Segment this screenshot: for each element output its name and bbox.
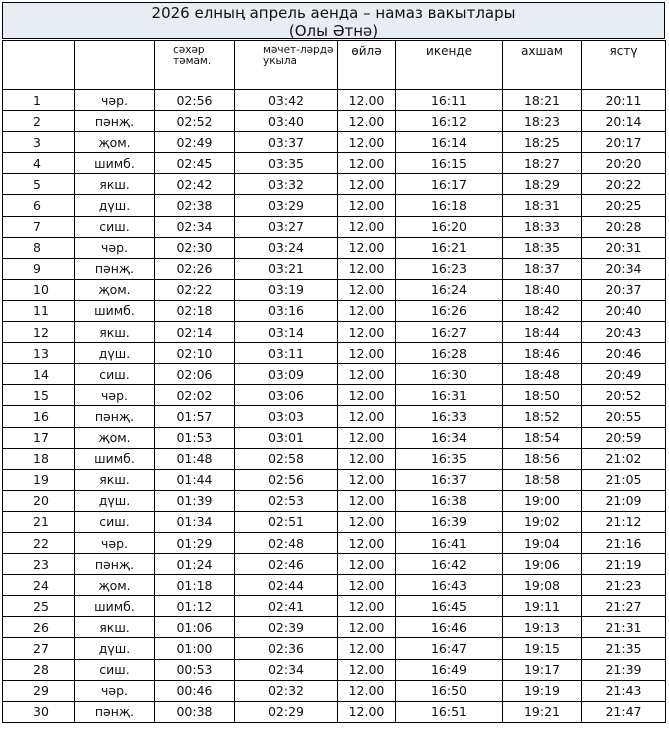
cell-maghrib: 18:35 [503, 237, 582, 258]
cell-isha: 20:28 [582, 216, 666, 237]
cell-mosque-reading: 03:21 [235, 258, 338, 279]
cell-suhoor-end: 01:06 [155, 617, 235, 638]
cell-weekday: шимб. [75, 448, 155, 469]
cell-day-number: 9 [3, 258, 75, 279]
cell-maghrib: 18:54 [503, 427, 582, 448]
cell-day-number: 21 [3, 511, 75, 532]
cell-weekday: чәр. [75, 385, 155, 406]
cell-dhuhr: 12.00 [338, 111, 396, 132]
cell-mosque-reading: 02:58 [235, 448, 338, 469]
cell-day-number: 6 [3, 195, 75, 216]
cell-mosque-reading: 03:19 [235, 279, 338, 300]
cell-mosque-reading: 03:16 [235, 300, 338, 321]
cell-maghrib: 18:46 [503, 343, 582, 364]
cell-suhoor-end: 01:39 [155, 490, 235, 511]
table-row [3, 554, 666, 575]
cell-mosque-reading: 03:27 [235, 216, 338, 237]
cell-dhuhr: 12.00 [338, 406, 396, 427]
cell-asr: 16:51 [396, 701, 503, 722]
cell-isha: 20:52 [582, 385, 666, 406]
cell-maghrib: 18:48 [503, 364, 582, 385]
cell-maghrib: 18:27 [503, 153, 582, 174]
cell-isha: 21:31 [582, 617, 666, 638]
cell-dhuhr: 12.00 [338, 174, 396, 195]
cell-dhuhr: 12.00 [338, 638, 396, 659]
cell-asr: 16:35 [396, 448, 503, 469]
cell-maghrib: 18:42 [503, 300, 582, 321]
cell-suhoor-end: 01:48 [155, 448, 235, 469]
table-row [3, 300, 666, 321]
cell-maghrib: 18:25 [503, 132, 582, 153]
cell-dhuhr: 12.00 [338, 659, 396, 680]
cell-mosque-reading: 02:39 [235, 617, 338, 638]
cell-suhoor-end: 00:38 [155, 701, 235, 722]
cell-suhoor-end: 02:22 [155, 279, 235, 300]
cell-mosque-reading: 02:56 [235, 469, 338, 490]
cell-suhoor-end: 02:42 [155, 174, 235, 195]
table-row [3, 195, 666, 216]
cell-weekday: пәнҗ. [75, 111, 155, 132]
cell-dhuhr: 12.00 [338, 153, 396, 174]
cell-isha: 20:49 [582, 364, 666, 385]
cell-maghrib: 18:21 [503, 90, 582, 111]
cell-dhuhr: 12.00 [338, 195, 396, 216]
cell-dhuhr: 12.00 [338, 300, 396, 321]
cell-maghrib: 18:52 [503, 406, 582, 427]
cell-suhoor-end: 02:18 [155, 300, 235, 321]
header-asr: икенде [396, 41, 503, 90]
cell-day-number: 12 [3, 322, 75, 343]
cell-isha: 21:12 [582, 511, 666, 532]
cell-isha: 20:46 [582, 343, 666, 364]
cell-maghrib: 19:13 [503, 617, 582, 638]
cell-day-number: 15 [3, 385, 75, 406]
cell-dhuhr: 12.00 [338, 132, 396, 153]
cell-isha: 21:43 [582, 680, 666, 701]
cell-day-number: 27 [3, 638, 75, 659]
cell-day-number: 23 [3, 554, 75, 575]
cell-weekday: дүш. [75, 343, 155, 364]
cell-suhoor-end: 02:06 [155, 364, 235, 385]
cell-mosque-reading: 02:51 [235, 511, 338, 532]
cell-mosque-reading: 02:32 [235, 680, 338, 701]
table-row [3, 132, 666, 153]
cell-isha: 20:40 [582, 300, 666, 321]
cell-asr: 16:42 [396, 554, 503, 575]
cell-mosque-reading: 02:29 [235, 701, 338, 722]
cell-asr: 16:38 [396, 490, 503, 511]
cell-maghrib: 18:33 [503, 216, 582, 237]
cell-dhuhr: 12.00 [338, 427, 396, 448]
cell-isha: 21:02 [582, 448, 666, 469]
cell-dhuhr: 12.00 [338, 343, 396, 364]
table-row [3, 406, 666, 427]
cell-asr: 16:21 [396, 237, 503, 258]
cell-mosque-reading: 02:48 [235, 532, 338, 553]
cell-dhuhr: 12.00 [338, 554, 396, 575]
cell-day-number: 4 [3, 153, 75, 174]
cell-asr: 16:39 [396, 511, 503, 532]
cell-asr: 16:14 [396, 132, 503, 153]
cell-isha: 20:11 [582, 90, 666, 111]
cell-weekday: сиш. [75, 659, 155, 680]
cell-dhuhr: 12.00 [338, 701, 396, 722]
cell-day-number: 13 [3, 343, 75, 364]
cell-asr: 16:23 [396, 258, 503, 279]
table-row [3, 680, 666, 701]
table-row [3, 638, 666, 659]
cell-mosque-reading: 03:14 [235, 322, 338, 343]
cell-day-number: 10 [3, 279, 75, 300]
table-row [3, 532, 666, 553]
cell-suhoor-end: 01:24 [155, 554, 235, 575]
cell-isha: 20:34 [582, 258, 666, 279]
table-row [3, 343, 666, 364]
cell-day-number: 1 [3, 90, 75, 111]
cell-suhoor-end: 01:34 [155, 511, 235, 532]
cell-day-number: 24 [3, 575, 75, 596]
cell-isha: 20:31 [582, 237, 666, 258]
cell-suhoor-end: 01:53 [155, 427, 235, 448]
table-row [3, 216, 666, 237]
table-row [3, 364, 666, 385]
cell-day-number: 19 [3, 469, 75, 490]
prayer-times-sheet [2, 2, 665, 723]
table-row [3, 237, 666, 258]
table-row [3, 617, 666, 638]
cell-suhoor-end: 02:49 [155, 132, 235, 153]
cell-maghrib: 19:21 [503, 701, 582, 722]
cell-weekday: якш. [75, 322, 155, 343]
cell-mosque-reading: 03:35 [235, 153, 338, 174]
cell-maghrib: 18:40 [503, 279, 582, 300]
cell-mosque-reading: 02:46 [235, 554, 338, 575]
table-row [3, 153, 666, 174]
cell-dhuhr: 12.00 [338, 617, 396, 638]
cell-suhoor-end: 02:56 [155, 90, 235, 111]
cell-dhuhr: 12.00 [338, 575, 396, 596]
cell-weekday: пәнҗ. [75, 701, 155, 722]
cell-asr: 16:17 [396, 174, 503, 195]
cell-weekday: шимб. [75, 153, 155, 174]
cell-day-number: 11 [3, 300, 75, 321]
cell-weekday: чәр. [75, 237, 155, 258]
cell-maghrib: 19:15 [503, 638, 582, 659]
cell-maghrib: 19:06 [503, 554, 582, 575]
cell-dhuhr: 12.00 [338, 364, 396, 385]
cell-asr: 16:18 [396, 195, 503, 216]
cell-maghrib: 18:37 [503, 258, 582, 279]
cell-asr: 16:47 [396, 638, 503, 659]
cell-mosque-reading: 02:36 [235, 638, 338, 659]
cell-asr: 16:26 [396, 300, 503, 321]
cell-day-number: 7 [3, 216, 75, 237]
page-title: 2026 елның апрель аенда – намаз вакытлары [151, 4, 516, 22]
cell-weekday: дүш. [75, 490, 155, 511]
cell-suhoor-end: 01:00 [155, 638, 235, 659]
cell-mosque-reading: 03:42 [235, 90, 338, 111]
cell-weekday: чәр. [75, 90, 155, 111]
cell-isha: 20:59 [582, 427, 666, 448]
cell-suhoor-end: 00:46 [155, 680, 235, 701]
cell-mosque-reading: 03:29 [235, 195, 338, 216]
cell-mosque-reading: 02:44 [235, 575, 338, 596]
cell-weekday: җом. [75, 132, 155, 153]
cell-asr: 16:27 [396, 322, 503, 343]
cell-mosque-reading: 03:09 [235, 364, 338, 385]
cell-suhoor-end: 02:30 [155, 237, 235, 258]
header-day-number [3, 41, 75, 90]
cell-maghrib: 19:00 [503, 490, 582, 511]
cell-maghrib: 19:04 [503, 532, 582, 553]
table-row [3, 427, 666, 448]
table-row [3, 490, 666, 511]
cell-suhoor-end: 01:57 [155, 406, 235, 427]
cell-dhuhr: 12.00 [338, 448, 396, 469]
cell-mosque-reading: 02:41 [235, 596, 338, 617]
cell-day-number: 17 [3, 427, 75, 448]
header-weekday [75, 41, 155, 90]
table-row [3, 111, 666, 132]
cell-day-number: 16 [3, 406, 75, 427]
cell-suhoor-end: 02:38 [155, 195, 235, 216]
cell-mosque-reading: 03:03 [235, 406, 338, 427]
cell-day-number: 20 [3, 490, 75, 511]
cell-suhoor-end: 02:26 [155, 258, 235, 279]
cell-mosque-reading: 03:32 [235, 174, 338, 195]
cell-maghrib: 18:58 [503, 469, 582, 490]
cell-day-number: 26 [3, 617, 75, 638]
cell-weekday: сиш. [75, 216, 155, 237]
cell-isha: 21:47 [582, 701, 666, 722]
prayer-times-table [2, 40, 666, 723]
cell-weekday: пәнҗ. [75, 258, 155, 279]
cell-mosque-reading: 02:53 [235, 490, 338, 511]
cell-asr: 16:34 [396, 427, 503, 448]
cell-suhoor-end: 02:34 [155, 216, 235, 237]
cell-suhoor-end: 01:18 [155, 575, 235, 596]
cell-isha: 20:14 [582, 111, 666, 132]
cell-weekday: пәнҗ. [75, 406, 155, 427]
cell-weekday: җом. [75, 575, 155, 596]
cell-weekday: дүш. [75, 638, 155, 659]
cell-asr: 16:43 [396, 575, 503, 596]
cell-suhoor-end: 00:53 [155, 659, 235, 680]
cell-asr: 16:11 [396, 90, 503, 111]
table-row [3, 90, 666, 111]
cell-isha: 21:16 [582, 532, 666, 553]
page-subtitle: (Олы Әтнә) [288, 22, 379, 40]
cell-maghrib: 19:17 [503, 659, 582, 680]
cell-suhoor-end: 02:02 [155, 385, 235, 406]
cell-suhoor-end: 01:29 [155, 532, 235, 553]
cell-weekday: шимб. [75, 300, 155, 321]
title-box [2, 2, 665, 39]
cell-suhoor-end: 01:12 [155, 596, 235, 617]
cell-weekday: чәр. [75, 680, 155, 701]
cell-day-number: 5 [3, 174, 75, 195]
cell-maghrib: 19:02 [503, 511, 582, 532]
cell-suhoor-end: 02:52 [155, 111, 235, 132]
cell-isha: 20:20 [582, 153, 666, 174]
cell-dhuhr: 12.00 [338, 237, 396, 258]
cell-isha: 20:25 [582, 195, 666, 216]
cell-isha: 21:39 [582, 659, 666, 680]
cell-mosque-reading: 03:06 [235, 385, 338, 406]
cell-asr: 16:33 [396, 406, 503, 427]
cell-asr: 16:15 [396, 153, 503, 174]
cell-mosque-reading: 03:40 [235, 111, 338, 132]
cell-isha: 20:17 [582, 132, 666, 153]
cell-weekday: дүш. [75, 195, 155, 216]
cell-asr: 16:12 [396, 111, 503, 132]
cell-maghrib: 19:11 [503, 596, 582, 617]
cell-asr: 16:49 [396, 659, 503, 680]
cell-asr: 16:31 [396, 385, 503, 406]
cell-mosque-reading: 03:01 [235, 427, 338, 448]
cell-isha: 20:22 [582, 174, 666, 195]
cell-isha: 20:37 [582, 279, 666, 300]
cell-maghrib: 18:29 [503, 174, 582, 195]
cell-maghrib: 18:56 [503, 448, 582, 469]
cell-dhuhr: 12.00 [338, 469, 396, 490]
cell-weekday: чәр. [75, 532, 155, 553]
cell-isha: 20:55 [582, 406, 666, 427]
cell-asr: 16:20 [396, 216, 503, 237]
cell-suhoor-end: 02:14 [155, 322, 235, 343]
cell-day-number: 14 [3, 364, 75, 385]
cell-maghrib: 18:50 [503, 385, 582, 406]
cell-dhuhr: 12.00 [338, 680, 396, 701]
cell-dhuhr: 12.00 [338, 216, 396, 237]
table-row [3, 385, 666, 406]
cell-weekday: якш. [75, 469, 155, 490]
table-row [3, 322, 666, 343]
table-row [3, 258, 666, 279]
cell-isha: 21:27 [582, 596, 666, 617]
cell-isha: 21:09 [582, 490, 666, 511]
cell-day-number: 25 [3, 596, 75, 617]
table-row [3, 575, 666, 596]
header-dhuhr: өйлә [338, 41, 396, 90]
cell-asr: 16:37 [396, 469, 503, 490]
cell-asr: 16:24 [396, 279, 503, 300]
cell-mosque-reading: 03:24 [235, 237, 338, 258]
table-row [3, 174, 666, 195]
cell-weekday: якш. [75, 617, 155, 638]
cell-dhuhr: 12.00 [338, 279, 396, 300]
table-row [3, 701, 666, 722]
cell-dhuhr: 12.00 [338, 90, 396, 111]
header-maghrib: ахшам [503, 41, 582, 90]
table-row [3, 469, 666, 490]
cell-mosque-reading: 02:34 [235, 659, 338, 680]
cell-day-number: 30 [3, 701, 75, 722]
cell-isha: 21:19 [582, 554, 666, 575]
cell-isha: 21:05 [582, 469, 666, 490]
cell-day-number: 18 [3, 448, 75, 469]
table-row [3, 596, 666, 617]
cell-dhuhr: 12.00 [338, 322, 396, 343]
cell-asr: 16:28 [396, 343, 503, 364]
table-row [3, 279, 666, 300]
cell-maghrib: 18:31 [503, 195, 582, 216]
cell-dhuhr: 12.00 [338, 511, 396, 532]
cell-maghrib: 19:19 [503, 680, 582, 701]
table-row [3, 448, 666, 469]
cell-mosque-reading: 03:11 [235, 343, 338, 364]
table-row [3, 511, 666, 532]
cell-asr: 16:30 [396, 364, 503, 385]
cell-day-number: 29 [3, 680, 75, 701]
cell-dhuhr: 12.00 [338, 490, 396, 511]
header-suhoor-end: сәхәр тәмам. [155, 41, 235, 90]
cell-isha: 21:23 [582, 575, 666, 596]
cell-suhoor-end: 01:44 [155, 469, 235, 490]
cell-dhuhr: 12.00 [338, 596, 396, 617]
cell-day-number: 3 [3, 132, 75, 153]
table-row [3, 659, 666, 680]
cell-weekday: җом. [75, 279, 155, 300]
cell-maghrib: 18:44 [503, 322, 582, 343]
cell-day-number: 8 [3, 237, 75, 258]
cell-asr: 16:46 [396, 617, 503, 638]
cell-asr: 16:50 [396, 680, 503, 701]
cell-dhuhr: 12.00 [338, 258, 396, 279]
cell-weekday: якш. [75, 174, 155, 195]
header-row [3, 41, 666, 90]
cell-asr: 16:41 [396, 532, 503, 553]
cell-dhuhr: 12.00 [338, 532, 396, 553]
cell-weekday: сиш. [75, 364, 155, 385]
cell-suhoor-end: 02:45 [155, 153, 235, 174]
cell-day-number: 28 [3, 659, 75, 680]
header-mosque-reading: мәчет-ләрдә укыла [235, 41, 338, 90]
cell-weekday: җом. [75, 427, 155, 448]
cell-maghrib: 19:08 [503, 575, 582, 596]
cell-suhoor-end: 02:10 [155, 343, 235, 364]
cell-mosque-reading: 03:37 [235, 132, 338, 153]
cell-isha: 20:43 [582, 322, 666, 343]
table-body [3, 90, 666, 723]
cell-weekday: сиш. [75, 511, 155, 532]
cell-asr: 16:45 [396, 596, 503, 617]
cell-day-number: 2 [3, 111, 75, 132]
cell-maghrib: 18:23 [503, 111, 582, 132]
cell-dhuhr: 12.00 [338, 385, 396, 406]
cell-day-number: 22 [3, 532, 75, 553]
cell-weekday: шимб. [75, 596, 155, 617]
header-isha: ястү [582, 41, 666, 90]
cell-isha: 21:35 [582, 638, 666, 659]
cell-weekday: пәнҗ. [75, 554, 155, 575]
